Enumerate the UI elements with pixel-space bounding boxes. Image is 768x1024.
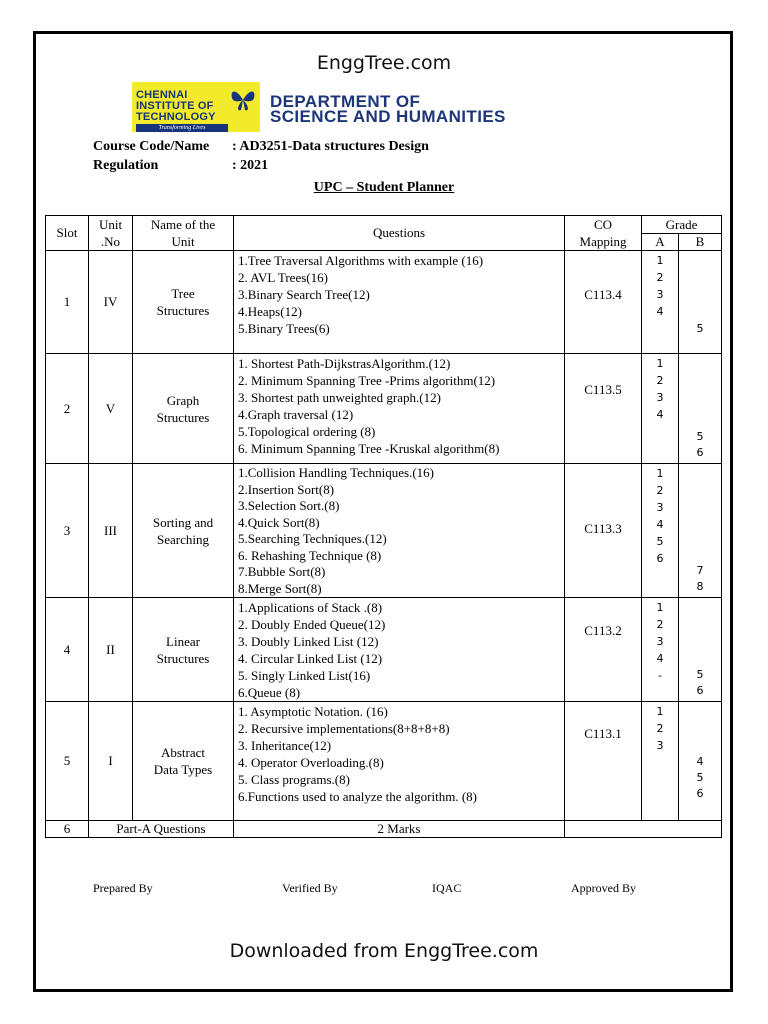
question-item: 4.Graph traversal (12) — [238, 407, 354, 422]
co-cell: C113.5 — [565, 354, 642, 464]
logo-tagline: Transforming Lives — [136, 124, 228, 132]
grade-a-item: 3 — [656, 288, 664, 301]
question-item: 2.Insertion Sort(8) — [238, 481, 335, 497]
questions-cell — [234, 354, 565, 464]
butterfly-icon — [230, 86, 256, 114]
slot-cell: 4 — [46, 598, 89, 702]
grade-a-cell — [642, 598, 679, 702]
unit-name-line2: Structures — [156, 303, 210, 318]
question-item: 4. Operator Overloading.(8) — [238, 755, 384, 770]
grade-a-item: 2 — [656, 374, 664, 387]
question-item: 2. Minimum Spanning Tree -Prims algorithm(12) — [238, 373, 496, 388]
co-cell: C113.3 — [565, 464, 642, 598]
header-co — [565, 216, 642, 251]
grade-b-item: 8 — [696, 580, 704, 593]
unit-name-line2: Data Types — [153, 762, 213, 777]
department-line2: SCIENCE AND HUMANITIES — [270, 107, 506, 126]
table-row — [46, 464, 722, 598]
slot-cell: 2 — [46, 354, 89, 464]
grade-a-item: 1 — [656, 705, 664, 718]
grade-b-cell — [679, 251, 722, 354]
grade-a-cell — [642, 354, 679, 464]
unit-cell: V — [89, 354, 133, 464]
slot-cell: 1 — [46, 251, 89, 354]
question-item: 4. Circular Linked List (12) — [238, 651, 383, 666]
page-title: UPC – Student Planner — [313, 180, 455, 195]
grade-a-item: 3 — [656, 501, 664, 514]
question-item: 3. Inheritance(12) — [238, 738, 332, 753]
grade-b-item: 6 — [696, 787, 704, 800]
grade-b-item: 5 — [696, 771, 704, 784]
question-item: 2. Doubly Ended Queue(12) — [238, 617, 386, 632]
part-a-label: Part-A Questions — [89, 821, 234, 838]
grade-a-cell — [642, 702, 679, 821]
grade-a-item: 1 — [656, 467, 664, 480]
question-item: 6. Minimum Spanning Tree -Kruskal algorithm(8) — [238, 441, 500, 456]
grade-b-cell — [679, 702, 722, 821]
header-grade-a: A — [642, 234, 679, 251]
header-name-line1: Name of the — [150, 217, 216, 232]
header-questions: Questions — [234, 216, 565, 251]
header-unit-line2: .No — [100, 234, 121, 249]
grade-a-cell — [642, 464, 679, 598]
table-row — [46, 354, 722, 464]
empty-cell — [565, 821, 722, 838]
question-item: 5.Searching Techniques.(12) — [238, 531, 387, 546]
logo-line1: CHENNAI — [136, 89, 188, 101]
question-item: 2. AVL Trees(16) — [238, 270, 328, 285]
grade-a-item: 1 — [656, 254, 664, 267]
question-item: 6.Queue (8) — [238, 685, 301, 700]
question-item: 3. Doubly Linked List (12) — [238, 634, 379, 649]
verified-by: Verified By — [282, 881, 338, 895]
question-item: 3.Binary Search Tree(12) — [238, 287, 370, 302]
header-grade: Grade — [642, 216, 722, 234]
unit-name-cell — [133, 354, 234, 464]
grade-a-item: 3 — [656, 635, 664, 648]
grade-a-item: 1 — [656, 601, 664, 614]
unit-name-line2: Structures — [156, 409, 210, 425]
grade-a-item: 4 — [656, 652, 664, 665]
unit-name-cell — [133, 598, 234, 702]
slot-cell: 6 — [46, 821, 89, 838]
grade-a-item: 3 — [656, 739, 664, 752]
unit-name-cell — [133, 464, 234, 598]
grade-a-item: 2 — [656, 271, 664, 284]
unit-name-line1: Abstract — [160, 745, 206, 760]
download-footer: Downloaded from EnggTree.com — [229, 940, 539, 962]
question-item: 5. Class programs.(8) — [238, 772, 350, 787]
questions-cell — [234, 598, 565, 702]
grade-b-cell — [679, 598, 722, 702]
header-name-line2: Unit — [171, 234, 195, 249]
header-grade-b: B — [679, 234, 722, 251]
approved-by: Approved By — [571, 881, 636, 895]
unit-cell: IV — [89, 251, 133, 354]
grade-a-item: 5 — [656, 535, 664, 548]
grade-a-item: 4 — [656, 408, 664, 421]
question-item: 6. Rehashing Technique (8) — [238, 547, 382, 563]
table-row — [46, 598, 722, 702]
question-item: 4.Quick Sort(8) — [238, 514, 320, 530]
unit-name-line1: Graph — [166, 392, 200, 408]
logo-line3: TECHNOLOGY — [136, 111, 216, 123]
grade-b-item: 5 — [696, 668, 704, 681]
unit-cell: III — [89, 464, 133, 598]
grade-a-cell — [642, 251, 679, 354]
grade-a-item: 1 — [656, 357, 664, 370]
grade-a-item: 3 — [656, 391, 664, 404]
unit-name-cell — [133, 702, 234, 821]
questions-cell — [234, 251, 565, 354]
header-co-line1: CO — [593, 217, 613, 232]
grade-b-item: 5 — [696, 322, 704, 335]
unit-name-line2: Structures — [156, 650, 210, 666]
unit-name-cell — [133, 251, 234, 354]
table-row — [46, 251, 722, 354]
question-item: 5. Singly Linked List(16) — [238, 668, 371, 683]
site-header: EnggTree.com — [316, 52, 452, 74]
question-item: 7.Bubble Sort(8) — [238, 564, 326, 579]
grade-b-cell — [679, 354, 722, 464]
question-item: 1.Tree Traversal Algorithms with example (16) — [238, 253, 484, 268]
planner-table — [45, 215, 722, 838]
question-item: 1. Asymptotic Notation. (16) — [238, 704, 388, 719]
unit-name-line1: Linear — [166, 633, 200, 649]
grade-a-item: 4 — [656, 518, 664, 531]
unit-cell: II — [89, 598, 133, 702]
prepared-by: Prepared By — [93, 881, 153, 895]
grade-b-item: 7 — [696, 564, 704, 577]
slot-cell: 3 — [46, 464, 89, 598]
grade-a-item: - — [658, 669, 662, 682]
grade-a-item: 2 — [656, 618, 664, 631]
question-item: 5.Binary Trees(6) — [238, 321, 330, 336]
unit-name-line1: Sorting and — [152, 514, 214, 530]
co-cell: C113.1 — [565, 702, 642, 821]
table-row — [46, 702, 722, 821]
unit-name-line2: Searching — [157, 531, 209, 547]
header-slot: Slot — [46, 216, 89, 251]
question-item: 5.Topological ordering (8) — [238, 424, 376, 439]
grade-a-item: 2 — [656, 722, 664, 735]
question-item: 1. Shortest Path-DijkstrasAlgorithm.(12) — [238, 356, 451, 371]
co-cell: C113.4 — [565, 251, 642, 354]
question-item: 3.Selection Sort.(8) — [238, 498, 340, 513]
slot-cell: 5 — [46, 702, 89, 821]
grade-a-item: 2 — [656, 484, 664, 497]
grade-a-item: 4 — [656, 305, 664, 318]
logo-line2: INSTITUTE OF — [136, 100, 214, 112]
header-name — [133, 216, 234, 251]
unit-name-line1: Tree — [171, 286, 195, 301]
regulation-label: Regulation — [93, 158, 159, 173]
header-co-line2: Mapping — [579, 234, 627, 249]
course-value: : AD3251-Data structures Design — [232, 139, 429, 154]
header-unit-line1: Unit — [98, 217, 123, 232]
question-item: 1.Collision Handling Techniques.(16) — [238, 465, 434, 480]
question-item: 8.Merge Sort(8) — [238, 580, 322, 596]
regulation-value: : 2021 — [232, 158, 269, 173]
grade-b-item: 5 — [696, 430, 704, 443]
co-cell: C113.2 — [565, 598, 642, 702]
questions-cell — [234, 464, 565, 598]
unit-cell: I — [89, 702, 133, 821]
grade-b-item: 6 — [696, 684, 704, 697]
iqac: IQAC — [432, 881, 462, 895]
question-item: 6.Functions used to analyze the algorithm. (8) — [238, 789, 478, 804]
question-item: 2. Recursive implementations(8+8+8+8) — [238, 721, 450, 736]
question-item: 4.Heaps(12) — [238, 304, 302, 319]
grade-b-item: 4 — [696, 755, 704, 768]
grade-b-cell — [679, 464, 722, 598]
questions-cell — [234, 702, 565, 821]
question-item: 1.Applications of Stack .(8) — [238, 600, 383, 615]
marks-cell: 2 Marks — [234, 821, 565, 838]
question-item: 3. Shortest path unweighted graph.(12) — [238, 390, 441, 405]
institute-logo — [132, 82, 260, 132]
grade-b-item: 6 — [696, 446, 704, 459]
grade-a-item: 6 — [656, 552, 664, 565]
table-row — [46, 821, 722, 838]
course-label: Course Code/Name — [93, 139, 210, 154]
header-unit — [89, 216, 133, 251]
department-line1: DEPARTMENT OF — [270, 92, 421, 111]
